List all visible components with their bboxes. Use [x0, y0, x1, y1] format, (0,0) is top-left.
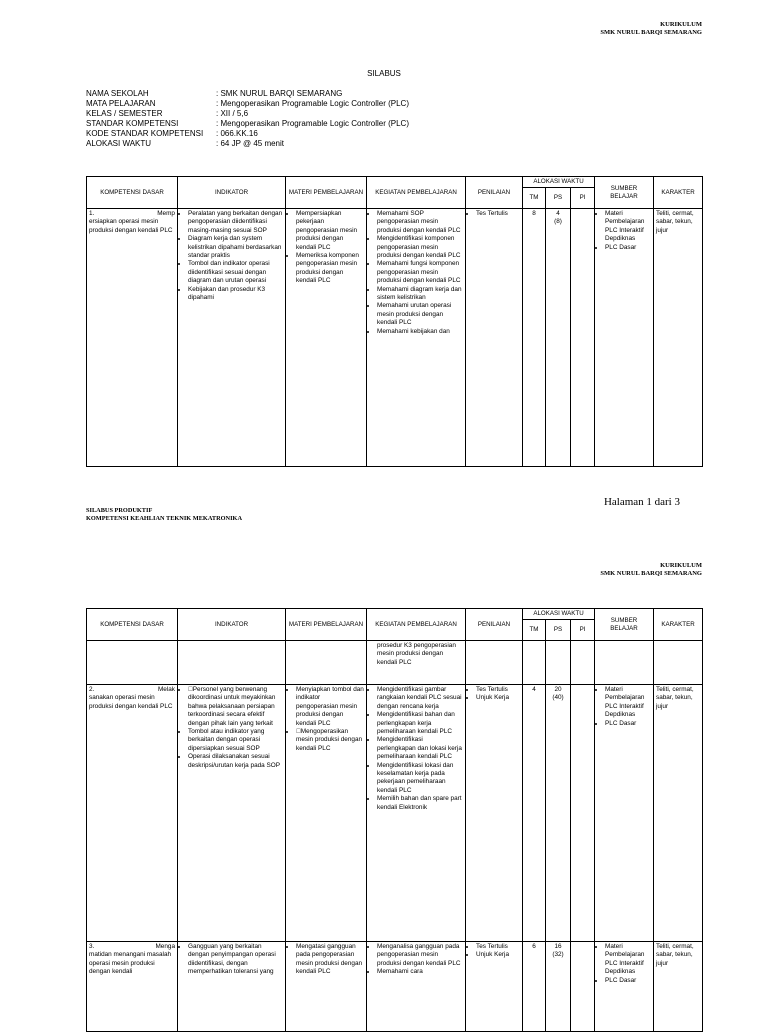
- header-line2: SMK NURUL BARQI SEMARANG: [600, 570, 702, 577]
- materi-cell: [286, 942, 367, 1032]
- col-alokasi: ALOKASI WAKTU: [523, 177, 595, 188]
- info-row: [86, 129, 409, 139]
- list-item: • Menganalisa gangguan pada pengoperasian mesin produksi dengan kendali PLC: [377, 943, 463, 968]
- footer-block: [86, 507, 242, 523]
- col-indikator: INDIKATOR: [178, 609, 286, 641]
- penilaian-cell: [466, 942, 523, 1032]
- info-value: : 64 JP @ 45 menit: [216, 139, 285, 148]
- list-item: • Operasi dilaksanakan sesuai deskripsi/urutan kerja pada SOP: [188, 753, 283, 770]
- kegiatan-cell: [367, 209, 466, 467]
- list-item: • Tes Tertulis: [476, 943, 520, 951]
- col-tm: TM: [523, 620, 546, 641]
- empty-cell: [546, 641, 571, 685]
- col-materi: MATERI PEMBELAJARAN: [286, 177, 367, 209]
- header-block-page2: [600, 562, 702, 578]
- ps-cell: [546, 685, 571, 942]
- info-key: NAMA SEKOLAH: [86, 89, 149, 98]
- header-line1: KURIKULUM: [660, 562, 702, 569]
- sumber-cell: [595, 685, 654, 942]
- pi-cell: [571, 942, 595, 1032]
- list-item: • Personel yang berwenang dikoordinasi untuk meyakinkan bahwa pelaksanaan persiapan terkoordinasi secara efektif dengan pihak lain yang terkait: [188, 686, 283, 728]
- list-item: • Kebijakan dan prosedur K3 dipahami: [188, 286, 283, 303]
- info-row: [86, 119, 409, 129]
- list-item: • Memilih bahan dan spare part kendali Elektronik: [377, 795, 463, 812]
- materi-cell: [286, 209, 367, 467]
- list-item: • Mengoperasikan mesin produksi dengan kendali PLC: [296, 728, 364, 753]
- col-materi: MATERI PEMBELAJARAN: [286, 609, 367, 641]
- ps-cell: [546, 209, 571, 467]
- kegiatan-cell: [367, 942, 466, 1032]
- karakter-cell: Teliti, cermat, sabar, tekun, jujur: [654, 685, 703, 942]
- continued-text: prosedur K3 pengoperasian mesin produksi dengan kendali PLC: [377, 642, 456, 666]
- kd-first: Memp: [157, 210, 175, 217]
- info-value: : 066.KK.16: [216, 129, 258, 138]
- list-item: • Mengidentifikasi lokasi dan keselamatan kerja pada pekerjaan pemeliharaan kendali PLC: [377, 762, 463, 796]
- penilaian-cell: [466, 209, 523, 467]
- col-sumber: SUMBER BELAJAR: [595, 609, 654, 641]
- list-item: • Mengidentifikasi komponen pengoperasian mesin produksi dengan kendali PLC: [377, 235, 463, 260]
- empty-cell: [654, 641, 703, 685]
- list-item: • Unjuk Kerja: [476, 951, 520, 959]
- info-block: [86, 89, 409, 149]
- list-item: • Menyiapkan tombol dan indikator pengoperasian mesin produksi dengan kendali PLC: [296, 686, 364, 728]
- page-number: Halaman 1 dari 3: [603, 496, 680, 508]
- list-item: • Tombol dan indikator operasi diidentifikasi sesuai dengan diagram dan urutan operasi: [188, 260, 283, 285]
- list-item: • Memahami cara: [377, 968, 463, 976]
- list-item: • Memahami SOP pengoperasian mesin produksi dengan kendali PLC: [377, 210, 463, 235]
- col-sumber: SUMBER BELAJAR: [595, 177, 654, 209]
- info-row: [86, 109, 409, 119]
- syllabus-table-page2: [86, 608, 703, 1032]
- header-block: [600, 21, 702, 37]
- kd-number: 3.: [89, 943, 95, 950]
- info-value: : XII / 5,6: [216, 109, 249, 118]
- table-row: [87, 942, 703, 1032]
- list-item: • Materi Pembelajaran PLC Interaktif Depdiknas: [605, 686, 651, 720]
- footer-line2: KOMPETENSI KEAHLIAN TEKNIK MEKATRONIKA: [86, 515, 242, 522]
- ps-cell: [546, 942, 571, 1032]
- col-karakter: KARAKTER: [654, 177, 703, 209]
- info-key: KODE STANDAR KOMPETENSI: [86, 129, 204, 138]
- kompetensi-cell: [87, 209, 178, 467]
- col-pi: PI: [571, 188, 595, 209]
- empty-cell: [87, 641, 178, 685]
- table-row: [87, 641, 703, 685]
- kd-text: sanakan operasi mesin produksi dengan kendali PLC: [89, 694, 173, 710]
- tm-cell: 4: [523, 685, 546, 942]
- info-row: [86, 89, 409, 99]
- col-penilaian: PENILAIAN: [466, 609, 523, 641]
- sumber-cell: [595, 209, 654, 467]
- list-item: • Memeriksa komponen pengoperasian mesin produksi dengan kendali PLC: [296, 252, 364, 286]
- list-item: • Tombol atau indikator yang berkaitan dengan operasi dipersiapkan sesuai SOP: [188, 728, 283, 753]
- kompetensi-cell: [87, 942, 178, 1032]
- col-karakter: KARAKTER: [654, 609, 703, 641]
- col-alokasi: ALOKASI WAKTU: [523, 609, 595, 620]
- indikator-cell: [178, 942, 286, 1032]
- kd-number: 2.: [89, 686, 95, 693]
- list-item: • Unjuk Kerja: [476, 694, 520, 702]
- info-value: : SMK NURUL BARQI SEMARANG: [216, 89, 343, 98]
- empty-cell: [523, 641, 546, 685]
- empty-cell: [466, 641, 523, 685]
- info-key: KELAS / SEMESTER: [86, 109, 163, 118]
- col-indikator: INDIKATOR: [178, 177, 286, 209]
- tm-cell: 6: [523, 942, 546, 1032]
- header-line1: KURIKULUM: [660, 21, 702, 28]
- ps-sub: (32): [552, 951, 564, 959]
- info-key: MATA PELAJARAN: [86, 99, 156, 108]
- penilaian-cell: [466, 685, 523, 942]
- kd-text: ersiapkan operasi mesin produksi dengan kendali PLC: [89, 218, 173, 234]
- kompetensi-cell: [87, 685, 178, 942]
- info-key: ALOKASI WAKTU: [86, 139, 152, 148]
- header-line2: SMK NURUL BARQI SEMARANG: [600, 29, 702, 36]
- kegiatan-cell: [367, 641, 466, 685]
- pi-cell: [571, 685, 595, 942]
- list-item: • Memahami urutan operasi mesin produksi dengan kendali PLC: [377, 302, 463, 327]
- list-item: • PLC Dasar: [605, 977, 651, 985]
- pi-cell: [571, 209, 595, 467]
- empty-cell: [286, 641, 367, 685]
- list-item: • Gangguan yang berkaitan dengan penyimpangan operasi diidentifikasi, dengan memperhatikan toleransi yang: [188, 943, 283, 977]
- kd-text: matidan menangani masalah operasi mesin produksi dengan kendali: [89, 951, 172, 976]
- list-item: • Mengidentifikasi gambar rangkaian kendali PLC sesuai dengan rencana kerja: [377, 686, 463, 711]
- ps-value: 20: [554, 686, 562, 693]
- info-value: : Mengoperasikan Programable Logic Controller (PLC): [216, 119, 409, 128]
- table-row: [87, 209, 703, 467]
- empty-cell: [178, 641, 286, 685]
- col-pi: PI: [571, 620, 595, 641]
- materi-cell: [286, 685, 367, 942]
- kegiatan-cell: [367, 685, 466, 942]
- list-item: • PLC Dasar: [605, 720, 651, 728]
- kd-number: 1.: [89, 210, 95, 217]
- col-ps: PS: [546, 620, 571, 641]
- col-ps: PS: [546, 188, 571, 209]
- list-item: • Memahami fungsi komponen pengoperasian mesin produksi dengan kendali PLC: [377, 260, 463, 285]
- list-item: • Mengatasi gangguan pada pengoperasian mesin produksi dengan kendali PLC: [296, 943, 364, 977]
- info-row: [86, 99, 409, 109]
- list-item: • Peralatan yang berkaitan dengan pengoperasian diidentifikasi masing-masing sesuai SOP: [188, 210, 283, 235]
- col-kompetensi: KOMPETENSI DASAR: [87, 609, 178, 641]
- ps-sub: (8): [554, 218, 562, 226]
- empty-cell: [595, 641, 654, 685]
- kd-first: Melak: [157, 686, 175, 693]
- list-item: • Diagram kerja dan system kelistrikan dipahami berdasarkan standar praktis: [188, 235, 283, 260]
- ps-value: 4: [556, 210, 560, 217]
- kd-first: Menga: [155, 943, 175, 950]
- karakter-cell: Teliti, cermat, sabar, tekun, jujur: [654, 942, 703, 1032]
- list-item: • PLC Dasar: [605, 244, 651, 252]
- indikator-cell: [178, 685, 286, 942]
- document-title: SILABUS: [367, 69, 401, 78]
- col-tm: TM: [523, 188, 546, 209]
- karakter-cell: Teliti, cermat, sabar, tekun, jujur: [654, 209, 703, 467]
- col-kegiatan: KEGIATAN PEMBELAJARAN: [367, 177, 466, 209]
- list-item: • Mengidentifikasi perlengkapan dan lokasi kerja pemeliharaan kendali PLC: [377, 736, 463, 761]
- list-item: • Tes Tertulis: [476, 686, 520, 694]
- syllabus-table-page1: [86, 176, 703, 467]
- col-kompetensi: KOMPETENSI DASAR: [87, 177, 178, 209]
- tm-cell: 8: [523, 209, 546, 467]
- info-row: [86, 139, 409, 149]
- footer-line1: SILABUS PRODUKTIF: [86, 507, 153, 514]
- list-item: • Memahami kebijakan dan: [377, 328, 463, 336]
- list-item: • Memahami diagram kerja dan sistem kelistrikan: [377, 286, 463, 303]
- list-item: • Tes Tertulis: [476, 210, 520, 218]
- list-item: • Mempersiapkan pekerjaan pengoperasian mesin produksi dengan kendali PLC: [296, 210, 364, 252]
- empty-cell: [571, 641, 595, 685]
- list-item: • Materi Pembelajaran PLC Interaktif Depdiknas: [605, 943, 651, 977]
- col-penilaian: PENILAIAN: [466, 177, 523, 209]
- table-row: [87, 685, 703, 942]
- ps-value: 16: [554, 943, 562, 950]
- info-value: : Mengoperasikan Programable Logic Controller (PLC): [216, 99, 409, 108]
- ps-sub: (40): [552, 694, 564, 702]
- indikator-cell: [178, 209, 286, 467]
- sumber-cell: [595, 942, 654, 1032]
- col-kegiatan: KEGIATAN PEMBELAJARAN: [367, 609, 466, 641]
- info-key: STANDAR KOMPETENSI: [86, 119, 179, 128]
- list-item: • Materi Pembelajaran PLC Interaktif Depdiknas: [605, 210, 651, 244]
- list-item: • Mengidentifikasi bahan dan perlengkapan kerja pemeliharaan kendali PLC: [377, 711, 463, 736]
